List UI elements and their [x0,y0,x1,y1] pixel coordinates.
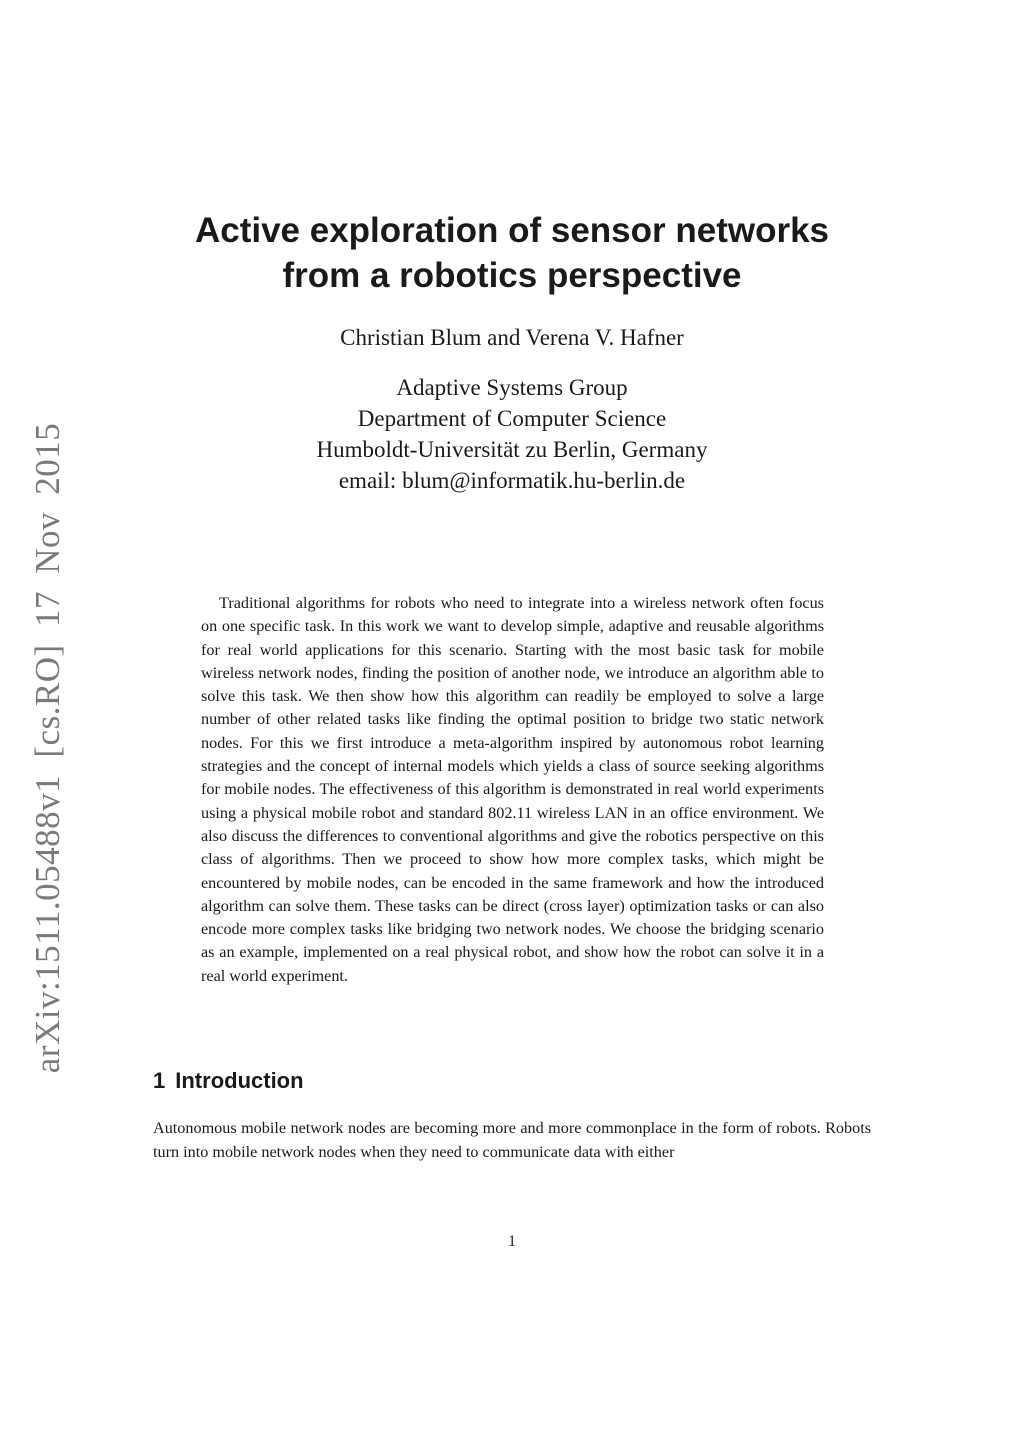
affiliation-university: Humboldt-Universität zu Berlin, Germany [316,437,708,462]
author-email: email: blum@informatik.hu-berlin.de [338,468,686,493]
section-title: Introduction [175,1068,304,1093]
affiliation-department: Department of Computer Science [357,406,667,431]
authors: Christian Blum and Verena V. Hafner [340,325,684,350]
title-line-1: Active exploration of sensor networks [194,211,830,250]
affiliation [150,372,874,496]
section-number: 1 [153,1068,166,1093]
page-number: 1 [508,1233,516,1250]
introduction-paragraph: Autonomous mobile network nodes are becoming more and more commonplace in the form of robots. Robots turn into mobile network nodes when they need to communicate data with either [153,1119,871,1161]
title-line-2: from a robotics perspective [282,256,742,295]
arxiv-identifier: arXiv:1511.05488v1 [cs.RO] 17 Nov 2015 [28,422,67,1074]
paper-title [150,208,874,298]
abstract: Traditional algorithms for robots who need to integrate into a wireless network often focus on one specific task. In this work we want to develop simple, adaptive and reusable algorithms for real world applications for this scenario. Starting with the most basic task for mobile wireless network nodes, finding the position of another node, we introduce an algorithm able to solve this task. We then show how this algorithm can readily be employed to solve a large number of other related tasks like finding the optimal position to bridge two static network nodes. For this we first introduce a meta-algorithm inspired by autonomous robot learning strategies and the concept of internal models which yields a class of source seeking algorithms for mobile nodes. The effectiveness of this algorithm is demonstrated in real world experiments using a physical mobile robot and standard 802.11 wireless LAN in an office environment. We also discuss the differences to conventional algorithms and give the robotics perspective on this class of algorithms. Then we proceed to show how more complex tasks, which might be encountered by mobile nodes, can be encoded in the same framework and how the introduced algorithm can solve them. These tasks can be direct (cross layer) optimization tasks or can also encode more complex tasks like bridging two network nodes. We choose the bridging scenario as an example, implemented on a real physical robot, and show how the robot can solve it in a real world experiment. [201,594,824,985]
affiliation-group: Adaptive Systems Group [396,375,628,400]
section-heading-introduction [153,1066,304,1096]
